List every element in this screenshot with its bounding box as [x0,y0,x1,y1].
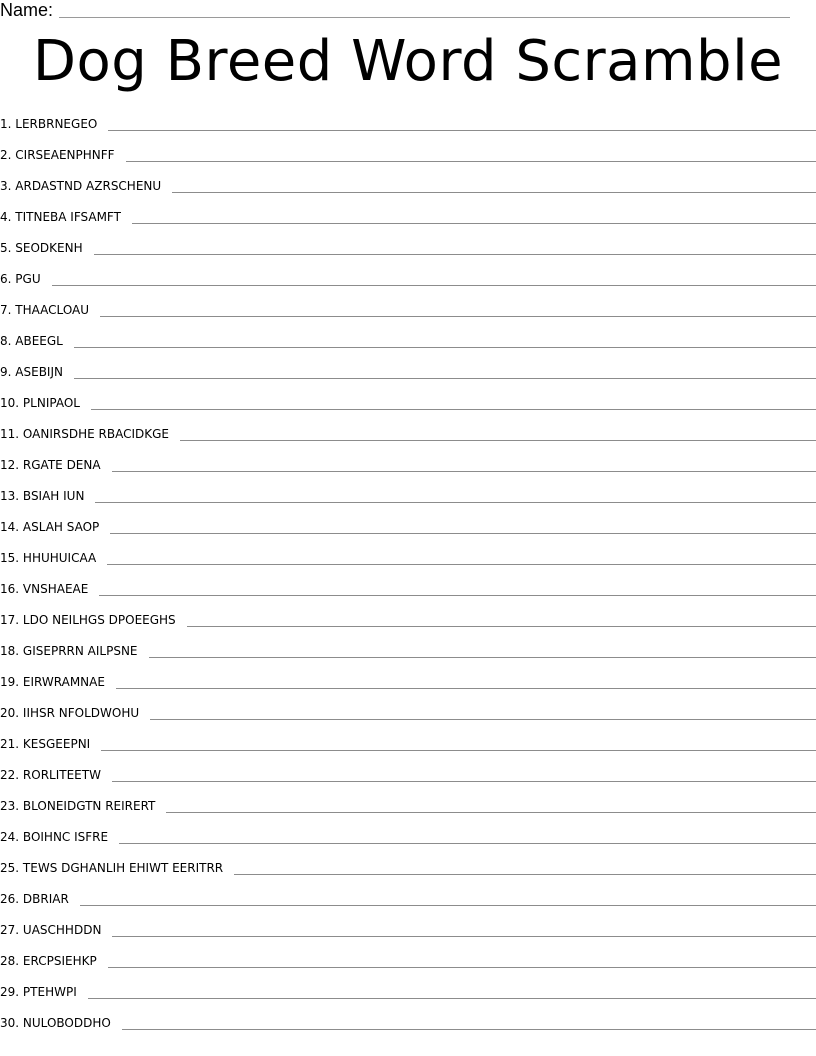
scrambled-word [0,334,63,348]
question-row [0,325,816,356]
name-answer-line[interactable] [59,17,790,18]
question-number: 19. [0,674,20,689]
scrambled-letters: ASEBIJN [15,364,63,379]
answer-line[interactable] [108,130,816,131]
scrambled-letters: PGU [15,271,41,286]
scrambled-letters: ASLAH SAOP [22,519,100,534]
scrambled-letters: TITNEBA IFSAMFT [15,209,121,224]
question-number: 5. [0,240,12,255]
scrambled-word [0,148,115,162]
answer-line[interactable] [88,998,816,999]
question-row [0,759,816,790]
scrambled-word [0,830,108,844]
scrambled-letters: ARDASTND AZRSCHENU [15,178,162,193]
scrambled-word [0,861,223,875]
scrambled-word [0,427,169,441]
answer-line[interactable] [172,192,816,193]
scrambled-word [0,923,101,937]
question-row [0,263,816,294]
name-label: Name: [0,0,54,20]
scrambled-word [0,1016,111,1030]
question-row [0,418,816,449]
answer-line[interactable] [112,471,816,472]
question-number: 17. [0,612,20,627]
question-row [0,852,816,883]
question-number: 6. [0,271,12,286]
scrambled-letters: BSIAH IUN [22,488,85,503]
scrambled-word [0,303,89,317]
scrambled-letters: UASCHHDDN [22,922,102,937]
question-number: 22. [0,767,20,782]
scrambled-word [0,458,101,472]
scrambled-letters: RORLITEETW [22,767,101,782]
scrambled-letters: IIHSR NFOLDWOHU [22,705,140,720]
question-number: 1. [0,116,12,131]
question-number: 28. [0,953,20,968]
scrambled-letters: BOIHNC ISFRE [22,829,109,844]
answer-line[interactable] [74,378,816,379]
answer-line[interactable] [99,595,816,596]
scrambled-word [0,954,97,968]
question-row [0,542,816,573]
question-row [0,480,816,511]
question-number: 23. [0,798,20,813]
question-row [0,635,816,666]
answer-line[interactable] [80,905,816,906]
scrambled-letters: PLNIPAOL [22,395,80,410]
answer-line[interactable] [95,502,816,503]
scrambled-letters: DBRIAR [22,891,69,906]
scrambled-word [0,210,121,224]
answer-line[interactable] [122,1029,816,1030]
question-number: 24. [0,829,20,844]
scrambled-letters: GISEPRRN AILPSNE [22,643,138,658]
scrambled-word [0,396,80,410]
question-row [0,387,816,418]
answer-line[interactable] [74,347,816,348]
question-number: 12. [0,457,20,472]
question-row [0,821,816,852]
scrambled-word [0,179,161,193]
answer-line[interactable] [112,936,816,937]
answer-line[interactable] [110,533,816,534]
question-number: 15. [0,550,20,565]
scrambled-letters: VNSHAEAE [22,581,89,596]
scrambled-word [0,737,90,751]
scrambled-letters: NULOBODDHO [22,1015,111,1030]
question-number: 16. [0,581,20,596]
scrambled-word [0,241,83,255]
answer-line[interactable] [234,874,816,875]
answer-line[interactable] [116,688,816,689]
scrambled-letters: ABEEGL [15,333,63,348]
scrambled-word [0,985,77,999]
question-number: 8. [0,333,12,348]
answer-line[interactable] [101,750,816,751]
question-row [0,1007,816,1038]
scrambled-letters: ERCPSIEHKP [22,953,97,968]
question-number: 10. [0,395,20,410]
question-row [0,201,816,232]
scrambled-word [0,675,105,689]
answer-line[interactable] [112,781,816,782]
question-number: 20. [0,705,20,720]
question-row [0,945,816,976]
question-number: 11. [0,426,20,441]
scrambled-word [0,551,96,565]
scrambled-letters: EIRWRAMNAE [22,674,105,689]
question-number: 13. [0,488,20,503]
question-row [0,883,816,914]
question-number: 21. [0,736,20,751]
answer-line[interactable] [91,409,816,410]
answer-line[interactable] [126,161,816,162]
question-row [0,728,816,759]
answer-line[interactable] [166,812,816,813]
question-row [0,232,816,263]
question-row [0,573,816,604]
answer-line[interactable] [180,440,816,441]
scrambled-word [0,117,97,131]
scrambled-letters: HHUHUICAA [22,550,97,565]
question-row [0,914,816,945]
scrambled-word [0,613,176,627]
question-row [0,790,816,821]
question-row [0,511,816,542]
question-number: 14. [0,519,20,534]
page-title: Dog Breed Word Scramble [32,29,784,94]
scrambled-word [0,799,155,813]
scrambled-word [0,520,99,534]
answer-line[interactable] [119,843,816,844]
answer-line[interactable] [52,285,816,286]
scrambled-letters: THAACLOAU [15,302,90,317]
answer-line[interactable] [107,564,816,565]
question-number: 26. [0,891,20,906]
scrambled-word [0,582,88,596]
question-row [0,449,816,480]
answer-line[interactable] [187,626,816,627]
question-row [0,976,816,1007]
scrambled-letters: RGATE DENA [22,457,101,472]
question-number: 3. [0,178,12,193]
question-row [0,697,816,728]
question-row [0,666,816,697]
question-number: 9. [0,364,12,379]
scrambled-word [0,768,101,782]
answer-line[interactable] [149,657,816,658]
scrambled-word [0,706,139,720]
answer-line[interactable] [100,316,816,317]
scrambled-letters: CIRSEAENPHNFF [15,147,115,162]
question-row [0,170,816,201]
question-row [0,604,816,635]
scrambled-letters: TEWS DGHANLIH EHIWT EERITRR [22,860,224,875]
scrambled-word [0,644,138,658]
question-row [0,356,816,387]
question-number: 18. [0,643,20,658]
answer-line[interactable] [132,223,816,224]
question-row [0,294,816,325]
scrambled-word [0,489,84,503]
name-field-row [0,0,790,20]
question-number: 29. [0,984,20,999]
question-number: 30. [0,1015,20,1030]
question-row [0,108,816,139]
scrambled-letters: BLONEIDGTN REIRERT [22,798,156,813]
scrambled-letters: SEODKENH [15,240,83,255]
scrambled-letters: PTEHWPI [22,984,77,999]
question-number: 4. [0,209,12,224]
scrambled-letters: LERBRNEGEO [15,116,98,131]
question-list [0,108,816,1038]
question-number: 25. [0,860,20,875]
question-number: 2. [0,147,12,162]
answer-line[interactable] [108,967,816,968]
question-number: 7. [0,302,12,317]
scrambled-word [0,892,69,906]
answer-line[interactable] [94,254,816,255]
scrambled-letters: OANIRSDHE RBACIDKGE [22,426,169,441]
scrambled-word [0,365,63,379]
answer-line[interactable] [150,719,816,720]
question-row [0,139,816,170]
scrambled-word [0,272,41,286]
scrambled-letters: KESGEEPNI [22,736,91,751]
scrambled-letters: LDO NEILHGS DPOEEGHS [22,612,176,627]
question-number: 27. [0,922,20,937]
